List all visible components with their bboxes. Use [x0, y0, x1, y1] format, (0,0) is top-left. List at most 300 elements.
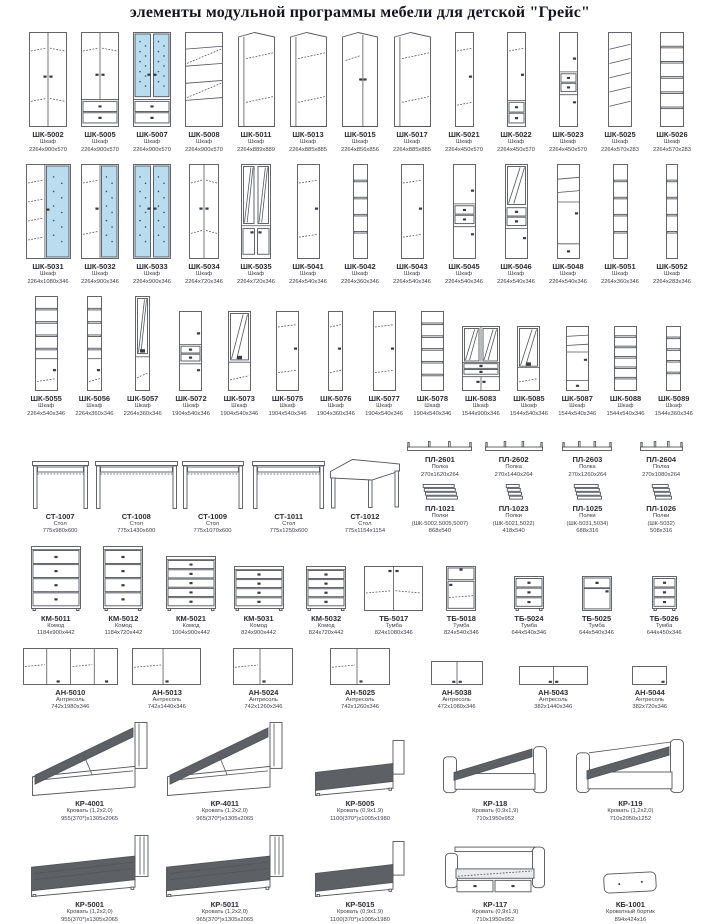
- bed-rail-figure: [603, 831, 657, 897]
- item-dims: 710x2050x1252: [609, 815, 652, 822]
- item-code: КМ-5011: [41, 613, 71, 623]
- shelf-stack-icon: [651, 484, 672, 501]
- item-code: ШК-5022: [500, 130, 532, 139]
- item-code: ШК-5083: [465, 394, 497, 404]
- item-dims: 775x1154x1154: [344, 528, 386, 535]
- item-dims: 1100(370*)x1005x1980: [330, 916, 390, 923]
- antresol-wide-icon: [23, 648, 118, 685]
- catalog-item: [215, 646, 312, 712]
- catalog-item: [126, 162, 178, 286]
- vitrine-door-figure: [517, 294, 540, 391]
- catalog-item: [22, 457, 98, 536]
- open-rack-figure: [614, 294, 637, 391]
- daybed-drawers-icon: [445, 845, 545, 897]
- item-dims: 965(370*)x1305x2065: [196, 916, 254, 923]
- open-rack-figure: [660, 30, 684, 127]
- item-code: КР-4011: [210, 798, 239, 808]
- item-type: Шкаф: [40, 271, 56, 278]
- tumba-3drawers-figure: [514, 544, 544, 611]
- tumba-flap-door-icon: [446, 566, 476, 611]
- wardrobe-glass2-drawers-figure: [133, 30, 171, 127]
- item-dims: 270x1440x264: [494, 471, 533, 478]
- antresol-1door-figure: [632, 646, 667, 685]
- item-type: Шкаф: [560, 271, 576, 278]
- wardrobe-corner-2door-icon: [342, 32, 378, 127]
- item-type: Шкаф: [92, 139, 108, 145]
- item-type: Шкаф: [424, 403, 441, 410]
- bed-lift-figure: [167, 720, 283, 796]
- tumba-2door-icon: [364, 566, 423, 611]
- item-type: Шкаф: [508, 139, 524, 145]
- item-code: ШК-5032: [84, 262, 116, 272]
- item-dims: 868x540: [428, 528, 452, 535]
- row-desks-and-shelves: [0, 428, 720, 536]
- wardrobe-2door-figure: [189, 162, 219, 259]
- item-code: ШК-5007: [136, 130, 168, 139]
- item-code: КМ-5021: [175, 613, 206, 623]
- tumba-3drawers-icon: [514, 576, 544, 611]
- tumba-3drawers-figure: [652, 544, 677, 611]
- open-rack-icon: [660, 32, 684, 127]
- catalog-item: [126, 30, 178, 154]
- item-dims: 270x1260x264: [568, 471, 607, 478]
- item-dims: 2264x540x346: [27, 410, 66, 417]
- shelf-stack-figure: [651, 483, 672, 501]
- row-dressers-tumbas: [0, 544, 720, 638]
- item-dims: 2264x885x885: [288, 146, 328, 153]
- item-code: ШК-5043: [396, 262, 428, 272]
- wardrobe-vitrine-drawers-icon: [505, 164, 528, 259]
- item-note: (ШК-5032): [647, 520, 675, 527]
- wardrobe-corner-icon: [238, 32, 275, 127]
- bed-single-icon: [315, 740, 405, 796]
- wall-shelves-row: [403, 428, 698, 479]
- item-code: ПЛ-1023: [498, 504, 529, 514]
- catalog-item: [563, 831, 698, 924]
- wardrobe-corner-figure: [290, 30, 327, 127]
- item-type: Шкаф: [248, 271, 264, 278]
- rack-door-icon: [87, 296, 102, 391]
- tumba-2door-figure: [364, 544, 423, 611]
- item-dims: 2264x540x346: [496, 278, 536, 285]
- item-type: Шкаф: [569, 403, 586, 410]
- item-dims: 2264x360x346: [600, 278, 640, 285]
- catalog-item: [312, 294, 360, 418]
- row-beds-1: [0, 720, 720, 823]
- item-code: ТБ-5018: [446, 613, 476, 623]
- antresol-wide-figure: [23, 646, 118, 685]
- bed-single-figure: [315, 831, 405, 897]
- item-type: Шкаф: [300, 139, 316, 145]
- wardrobe-1door-icon: [297, 164, 320, 259]
- item-dims: 965(370*)x1305x2065: [196, 815, 254, 822]
- item-type: Антресоль: [249, 696, 278, 703]
- catalog-item: [74, 30, 126, 154]
- item-type: Тумба: [453, 622, 470, 629]
- item-type: Кровать (1,2x2,0): [201, 807, 248, 814]
- catalog-item: [403, 428, 477, 479]
- item-dims: 2264x540x346: [288, 278, 328, 285]
- catalog-item: [438, 162, 490, 286]
- desk-icon: [95, 461, 178, 509]
- item-code: СТ-1007: [45, 511, 75, 521]
- item-type: Шкаф: [279, 403, 296, 410]
- catalog-item: [551, 428, 625, 479]
- desk-icon: [32, 461, 89, 509]
- item-type: Шкаф: [404, 271, 420, 278]
- wardrobe-vitrine-drawers-figure: [505, 162, 528, 259]
- wardrobe-1door-middrawers-figure: [453, 162, 476, 259]
- item-dims: 644x450x346: [646, 630, 682, 637]
- catalog-item: [490, 162, 542, 286]
- catalog-item: [292, 720, 427, 823]
- wardrobe-combo-glass-icon: [26, 164, 71, 259]
- catalog-item: [178, 30, 230, 154]
- wardrobe-1door-figure: [373, 294, 396, 391]
- item-code: ПЛ-2603: [572, 455, 603, 465]
- wardrobe-1door-figure: [276, 294, 299, 391]
- item-code: ШК-5033: [136, 262, 168, 272]
- item-dims: 1004x900x442: [171, 630, 210, 637]
- item-code: ПЛ-2604: [646, 455, 677, 465]
- item-code: ШК-5087: [561, 394, 593, 404]
- catalog-item: [428, 544, 496, 638]
- item-code: ШК-5076: [320, 394, 352, 404]
- antresol-2door-icon: [431, 661, 483, 685]
- wall-shelf-figure: [485, 428, 543, 452]
- item-type: Антресоль: [345, 696, 375, 703]
- catalog-item: [403, 483, 477, 536]
- wardrobe-halfglass-icon: [81, 164, 119, 259]
- item-type: Антресоль: [442, 696, 471, 703]
- wall-shelf-icon: [640, 439, 683, 452]
- item-type: Шкаф: [38, 403, 55, 410]
- item-type: Шкаф: [376, 403, 393, 410]
- item-code: ТБ-5025: [581, 613, 612, 623]
- corner-desk-figure: [330, 457, 400, 509]
- item-type: Полка: [505, 464, 522, 471]
- shoe-rack-figure: [608, 30, 632, 127]
- open-rack-narrow-figure: [666, 162, 678, 259]
- item-dims: 2264x720x346: [236, 278, 276, 285]
- item-type: Кровать (0,9x1,9): [472, 909, 519, 916]
- bed-single-icon: [315, 841, 405, 897]
- antresol-open2-icon: [233, 648, 293, 685]
- item-type: Шкаф: [134, 403, 151, 410]
- item-dims: 2264x540x346: [444, 278, 484, 285]
- item-type: Тумба: [385, 622, 402, 629]
- item-type: Шкаф: [404, 139, 420, 145]
- wardrobe-glass2-drawers-icon: [133, 32, 171, 127]
- bed-rail-icon: [603, 869, 657, 897]
- catalog-item: [292, 831, 427, 924]
- item-code: КБ-1001: [615, 900, 645, 910]
- item-code: АН-5043: [538, 687, 569, 697]
- item-dims: 2264x360x346: [123, 410, 162, 417]
- bed-lift-figure: [32, 720, 148, 796]
- item-code: ШК-5008: [188, 130, 220, 139]
- catalog-item: [119, 646, 216, 712]
- item-dims: 2264x540x346: [392, 278, 432, 285]
- catalog-item: [334, 30, 386, 154]
- wardrobe-open-figure: [185, 30, 223, 127]
- shelf-stack-figure: [422, 483, 458, 501]
- item-code: СТ-1009: [198, 511, 227, 521]
- item-type: Шкаф: [612, 139, 628, 145]
- item-code: ПЛ-1021: [424, 504, 455, 514]
- wardrobe-1door-drawers-figure: [507, 30, 526, 127]
- item-type: Кровать (0,9x1,9): [336, 909, 384, 916]
- wardrobe-1door-icon: [328, 311, 343, 391]
- item-dims: 2264x900x570: [80, 146, 120, 153]
- item-code: КР-5015: [345, 900, 375, 910]
- catalog-item: [594, 162, 646, 286]
- item-type: Шкаф: [86, 403, 103, 410]
- item-dims: 1904x540x346: [171, 410, 210, 417]
- item-type: Шкаф: [300, 271, 316, 278]
- catalog-item: [22, 30, 74, 154]
- item-type: Кроватный бортик: [605, 909, 655, 916]
- catalog-item: [157, 720, 292, 823]
- catalog-item: [98, 457, 174, 536]
- item-code: КР-119: [618, 798, 643, 808]
- item-code: ШК-5002: [32, 130, 64, 139]
- corner-desk-icon: [330, 459, 400, 509]
- catalog-item: [22, 294, 70, 418]
- item-dims: 270x1080x264: [642, 471, 681, 478]
- catalog-item: [542, 30, 594, 154]
- catalog-item: [553, 294, 601, 418]
- daybed-lift-high-icon: [576, 736, 684, 796]
- item-dims: 2264x540x346: [548, 278, 588, 285]
- item-dims: 710x1950x952: [476, 916, 515, 923]
- item-code: ПЛ-2602: [498, 455, 529, 465]
- wardrobe-corner-icon: [394, 32, 431, 127]
- row-antresols: [0, 646, 720, 712]
- item-dims: 508x316: [650, 528, 673, 535]
- catalog-item: [251, 457, 327, 536]
- item-dims: 2264x900x570: [28, 146, 68, 153]
- item-code: АН-5013: [151, 687, 182, 697]
- wardrobe-shelf-door-icon: [557, 164, 580, 259]
- tumba-flap-door-figure: [446, 544, 476, 611]
- catalog-item: [601, 646, 698, 712]
- desk-icon: [252, 461, 325, 509]
- desk-figure: [95, 457, 178, 509]
- item-dims: 894x424x16: [614, 916, 647, 923]
- item-code: АН-5025: [345, 687, 376, 697]
- open-rack-narrow-icon: [666, 326, 681, 391]
- row-wardrobes-3: [0, 294, 720, 418]
- page-title: элементы модульной программы мебели для детской "Грейс": [129, 4, 591, 21]
- item-dims: 1904x540x346: [413, 410, 452, 417]
- rack-door-figure: [87, 294, 102, 391]
- item-code: АН-5044: [634, 687, 665, 697]
- item-type: Кровать (1,2x2,0): [201, 909, 248, 916]
- wardrobe-vitrine2-icon: [241, 164, 271, 259]
- desk-icon: [182, 461, 244, 509]
- antresol-open2-figure: [132, 646, 201, 685]
- item-code: ШК-5017: [396, 130, 428, 139]
- item-code: ШК-5056: [78, 394, 111, 404]
- wardrobe-1door-figure: [328, 294, 343, 391]
- item-dims: 2264x900x570: [184, 146, 224, 153]
- item-type: Полки: [579, 513, 596, 520]
- item-dims: 472x1080x346: [437, 704, 476, 711]
- item-type: Шкаф: [144, 271, 160, 278]
- daybed-lift-icon: [443, 740, 547, 796]
- shelf-stack-icon: [573, 484, 602, 501]
- item-dims: 955(370*)x1305x2065: [61, 916, 119, 923]
- wardrobe-1door-icon: [455, 32, 474, 127]
- catalog-item: [22, 646, 119, 712]
- catalog-item: [334, 162, 386, 286]
- catalog-item: [22, 831, 157, 924]
- desks-group: [22, 457, 403, 536]
- wardrobe-1door-middrawers-icon: [453, 164, 476, 259]
- item-type: Стол: [129, 520, 143, 527]
- item-code: КР-4001: [75, 798, 104, 808]
- wardrobe-2door-icon: [29, 32, 67, 127]
- item-type: Полки: [652, 513, 670, 520]
- item-type: Шкаф: [352, 139, 368, 145]
- item-type: Полка: [579, 464, 596, 471]
- item-code: ШК-5041: [292, 262, 324, 272]
- item-type: Шкаф: [182, 403, 199, 410]
- item-code: КР-5005: [345, 798, 375, 808]
- item-dims: 2264x885x885: [392, 146, 432, 153]
- catalog-item: [495, 544, 563, 638]
- catalog-item: [90, 544, 158, 638]
- item-dims: 2264x889x889: [236, 146, 276, 153]
- catalog-item: [119, 294, 167, 418]
- item-dims: 742x1260x346: [341, 704, 380, 711]
- item-type: Шкаф: [352, 271, 368, 278]
- item-code: ШК-5073: [223, 394, 255, 404]
- bed-double-figure: [31, 831, 149, 897]
- item-type: Антресоль: [538, 696, 568, 703]
- item-type: Стол: [205, 520, 220, 527]
- dresser-4-figure: [306, 544, 346, 611]
- item-code: ШК-5078: [416, 394, 449, 404]
- catalog-item: [477, 483, 551, 536]
- item-dims: 1544x540x346: [606, 410, 645, 417]
- item-dims: 688x316: [576, 528, 599, 535]
- wall-shelf-icon: [485, 439, 543, 452]
- wardrobe-2door-drawers-figure: [81, 30, 119, 127]
- item-type: Полки: [431, 513, 449, 520]
- item-type: Стол: [358, 520, 372, 527]
- item-type: Комод: [182, 622, 200, 629]
- item-code: ШК-5013: [292, 130, 324, 139]
- desk-figure: [32, 457, 89, 509]
- dresser-5-icon: [166, 556, 216, 611]
- item-dims: 382x720x346: [632, 704, 668, 711]
- item-code: СТ-1011: [274, 511, 303, 521]
- item-code: ШК-5085: [513, 394, 545, 404]
- wardrobe-shelf-door-figure: [566, 294, 589, 391]
- catalog-item: [22, 544, 90, 638]
- wardrobe-combo-glass-figure: [26, 162, 71, 259]
- catalog-item: [292, 544, 360, 638]
- open-rack-icon: [614, 326, 637, 391]
- catalog-item: [230, 30, 282, 154]
- item-type: Шкаф: [456, 139, 472, 145]
- catalog-item: [22, 720, 157, 823]
- dresser-5-figure: [166, 544, 216, 611]
- catalog-item: [230, 162, 282, 286]
- shelf-stack-figure: [505, 483, 523, 501]
- daybed-lift-high-figure: [576, 720, 684, 796]
- item-code: ШК-5025: [604, 130, 636, 139]
- dresser-4-figure: [234, 544, 284, 611]
- item-type: Шкаф: [664, 271, 680, 278]
- item-code: ШК-5031: [32, 262, 64, 272]
- antresol-1door-icon: [632, 666, 667, 685]
- item-type: Шкаф: [196, 139, 212, 145]
- item-type: Комод: [250, 622, 268, 629]
- catalog-item: [408, 646, 505, 712]
- item-dims: 2264x1080x346: [27, 278, 69, 285]
- item-code: ШК-5077: [368, 394, 400, 404]
- catalog-item: [646, 162, 698, 286]
- shelf-stack-icon: [505, 484, 523, 501]
- item-dims: 1544x540x346: [558, 410, 597, 417]
- bed-lift-icon: [32, 722, 148, 796]
- item-type: Шкаф: [40, 139, 56, 145]
- item-code: ШК-5052: [656, 262, 688, 272]
- catalog-item: [312, 646, 409, 712]
- wardrobe-1door-icon: [401, 164, 424, 259]
- item-code: КР-117: [483, 900, 508, 910]
- item-code: ТБ-5017: [379, 613, 409, 623]
- item-note: (ШК-5031,5034): [566, 520, 609, 527]
- item-dims: 2264x450x570: [496, 146, 536, 153]
- wardrobe-1door-icon: [276, 311, 299, 391]
- catalog-item: [215, 294, 263, 418]
- item-type: Антресоль: [635, 696, 665, 703]
- wardrobe-glass2-icon: [133, 164, 171, 259]
- dresser-4-figure: [31, 544, 81, 611]
- item-type: Полка: [431, 464, 449, 471]
- item-type: Полки: [505, 513, 522, 520]
- item-type: Шкаф: [92, 271, 108, 278]
- desk-figure: [182, 457, 244, 509]
- vitrine-door-figure: [135, 294, 150, 391]
- item-dims: 1184x900x442: [36, 630, 75, 637]
- antresol-open2-icon: [132, 648, 201, 685]
- vitrine-door-icon: [517, 326, 540, 391]
- dresser-4-icon: [306, 566, 346, 611]
- wardrobe-1door-figure: [297, 162, 320, 259]
- antresol-open2-figure: [330, 646, 390, 685]
- rack-door-figure: [35, 294, 58, 391]
- item-dims: 824x1080x346: [374, 630, 413, 637]
- item-type: Кровать (1,2x2,0): [66, 807, 113, 814]
- item-dims: 2264x900x570: [132, 146, 172, 153]
- item-code: ШК-5005: [84, 130, 116, 139]
- catalog-item: [563, 544, 631, 638]
- item-type: Полка: [652, 464, 670, 471]
- shelf-stack-icon: [422, 484, 458, 501]
- item-type: Шкаф: [327, 403, 344, 410]
- item-dims: 1904x540x346: [268, 410, 307, 417]
- bed-double-figure: [166, 831, 284, 897]
- item-type: Кровать (0,9x1,9): [336, 807, 384, 814]
- dresser-4-icon: [31, 546, 81, 611]
- vitrine-door-icon: [228, 311, 251, 391]
- wardrobe-2door-icon: [189, 164, 219, 259]
